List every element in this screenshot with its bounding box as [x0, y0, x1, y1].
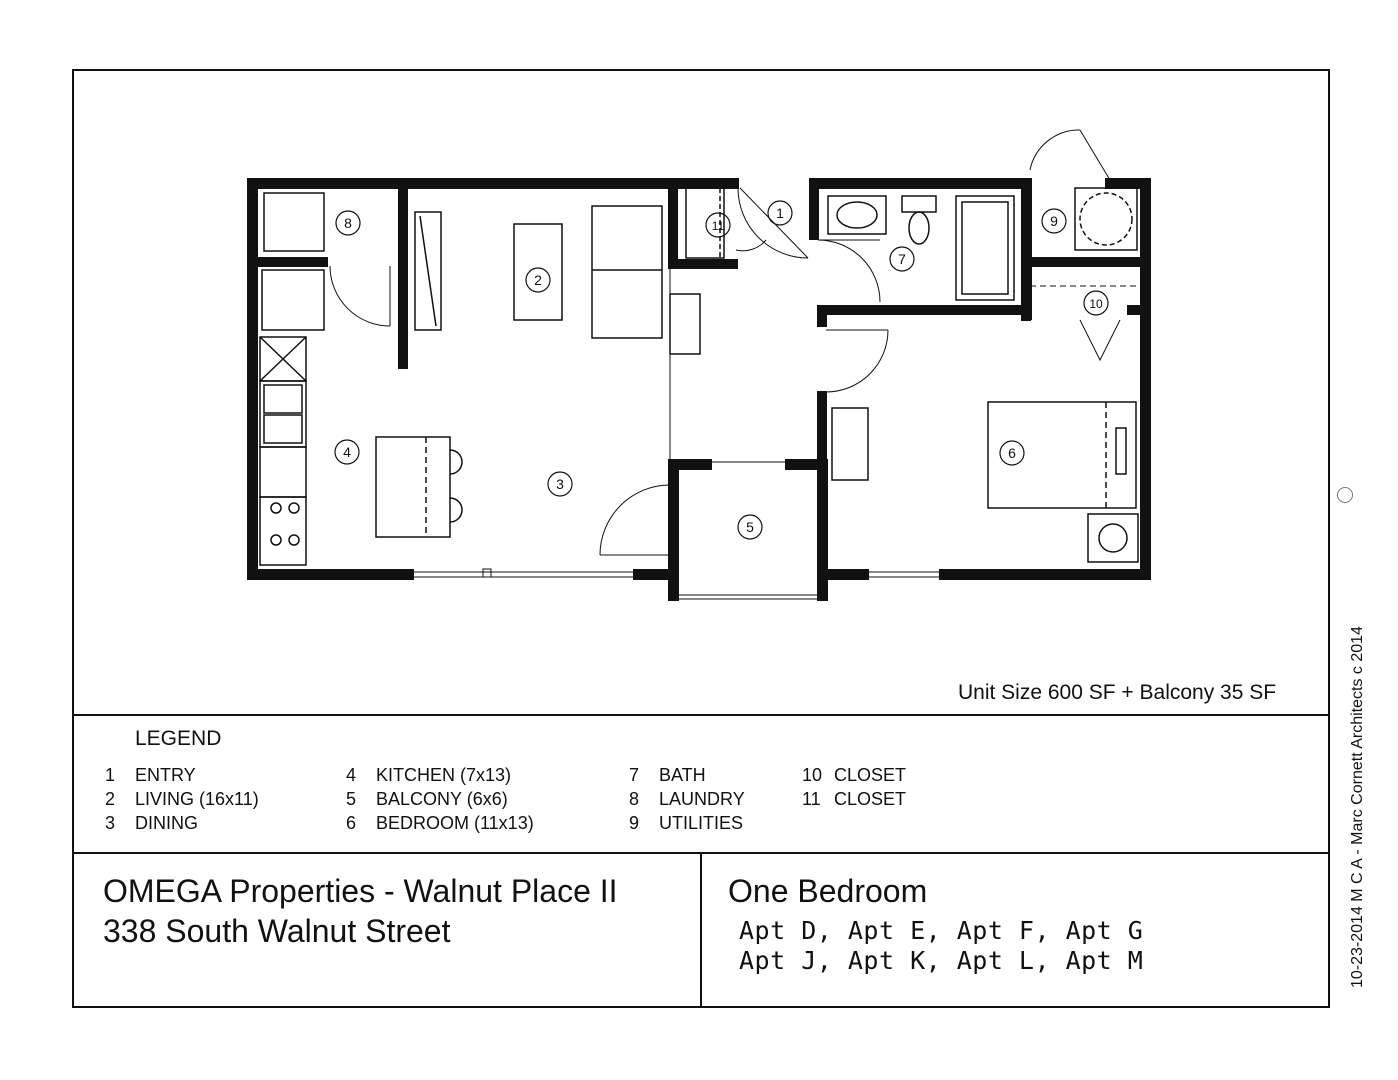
tag-closet-bedroom: 10 [1089, 297, 1103, 311]
legend-title: LEGEND [135, 727, 222, 750]
drawing-sheet: 1 2 3 4 5 6 7 8 9 10 11 Unit Size 600 SF + Balcony 35 SF LEGEND 1 ENTRY 2 LIVING (16x11) 3 DINING 4 KITCHEN (7x13) 5 BALCONY (6x6) 6 BEDROOM (11x13) 7 BATH 8 LAUNDRY 9 UTILITIES 10 CLOSET 11 CLOSET OMEGA Properties - Walnut Place II 338 South Walnut Street One Bedroom Apt D, Apt E, Apt F, Apt G Apt J, Apt K, Apt L, Apt M 10-23-2014 M C A - Marc Cornett Architects c 2014 [0, 0, 1398, 1080]
tag-bath: 7 [898, 251, 906, 267]
tag-entry: 1 [776, 205, 784, 221]
tag-bedroom: 6 [1008, 445, 1016, 461]
project-name: OMEGA Properties - Walnut Place II [103, 873, 618, 909]
unit-size-note: Unit Size 600 SF + Balcony 35 SF [958, 681, 1277, 704]
tag-kitchen: 4 [343, 444, 351, 460]
architect-credit: 10-23-2014 M C A - Marc Cornett Architects c 2014 [1349, 626, 1366, 988]
tag-balcony: 5 [746, 519, 754, 535]
tag-utilities: 9 [1050, 213, 1058, 229]
fixtures [260, 188, 1138, 565]
tag-living: 2 [534, 272, 542, 288]
apartment-list-line-2: Apt J, Apt K, Apt L, Apt M [739, 946, 1144, 975]
unit-type: One Bedroom [728, 873, 928, 909]
title-block-divider [700, 852, 702, 1008]
tag-laundry: 8 [344, 215, 352, 231]
apartment-list-line-1: Apt D, Apt E, Apt F, Apt G [739, 916, 1144, 945]
room-tag-circles [335, 201, 1108, 539]
project-address: 338 South Walnut Street [103, 913, 451, 949]
registration-circle-icon [1337, 487, 1353, 503]
tag-dining: 3 [556, 476, 564, 492]
tag-closet-entry: 11 [711, 219, 725, 233]
door-swings [330, 130, 1140, 555]
